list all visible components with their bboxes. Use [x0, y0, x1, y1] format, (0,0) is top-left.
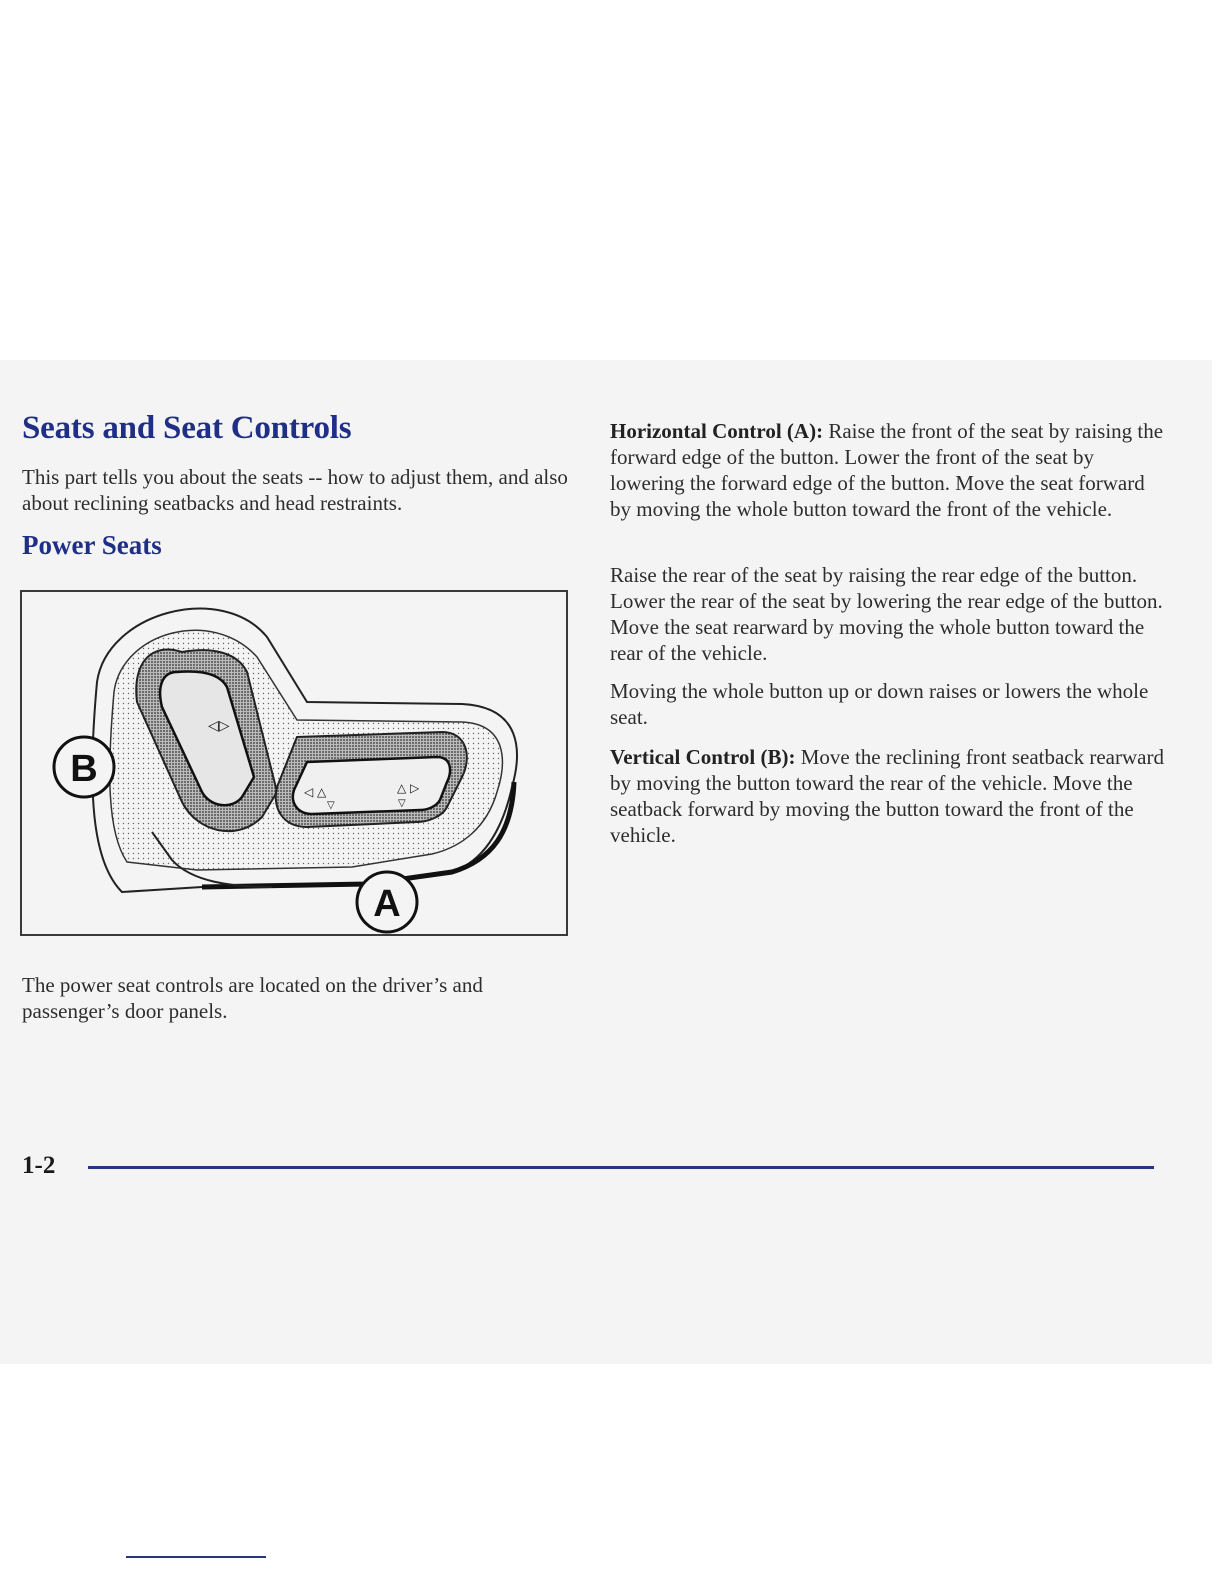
cushion-front-arrows-icon: △ ▷ [397, 781, 420, 795]
page-number: 1-2 [22, 1152, 56, 1179]
bottom-mark-rule [126, 1556, 266, 1558]
seatback-arrows-icon: ◁▷ [208, 718, 230, 734]
cushion-rear-arrows-icon: ◁ △ [304, 785, 327, 799]
footer-rule [88, 1166, 1154, 1169]
power-seat-controls-illustration [20, 590, 568, 936]
horizontal-control-text: Raise the front of the seat by raising the forward edge of the button. Lower the front of the seat by lowering the forward edge of the button. Move the seat forward by moving the whole button toward the front of the vehicle. [610, 419, 1164, 521]
horizontal-control-term: Horizontal Control (A): [610, 419, 824, 443]
section-title: Seats and Seat Controls [22, 410, 352, 446]
horizontal-control-paragraph [610, 418, 1170, 522]
vertical-control-text: Move the reclining front seatback rearward by moving the button toward the rear of the vehicle. Move the seatback forward by moving the button toward the front of the vehicle. [610, 745, 1164, 847]
subsection-title: Power Seats [22, 530, 162, 560]
vertical-control-term: Vertical Control (B): [610, 745, 796, 769]
intro-paragraph: This part tells you about the seats -- how to adjust them, and also about reclining seatbacks and head restraints. [22, 465, 568, 515]
callout-a-label: A [373, 883, 401, 925]
vertical-control-paragraph [610, 744, 1170, 848]
callout-b-label: B [70, 748, 98, 790]
cushion-front-down-icon: ▽ [398, 798, 406, 809]
figure-caption: The power seat controls are located on the driver’s and passenger’s door panels. [22, 973, 483, 1023]
cushion-rear-down-icon: ▽ [327, 800, 335, 811]
rear-adjust-paragraph: Raise the rear of the seat by raising the rear edge of the button. Lower the rear of the seat by lowering the rear edge of the button. Move the seat rearward by moving the whole button toward the rear of the vehicle. [610, 563, 1163, 665]
whole-seat-paragraph: Moving the whole button up or down raises or lowers the whole seat. [610, 679, 1149, 729]
seat-control-drawing [22, 592, 566, 934]
